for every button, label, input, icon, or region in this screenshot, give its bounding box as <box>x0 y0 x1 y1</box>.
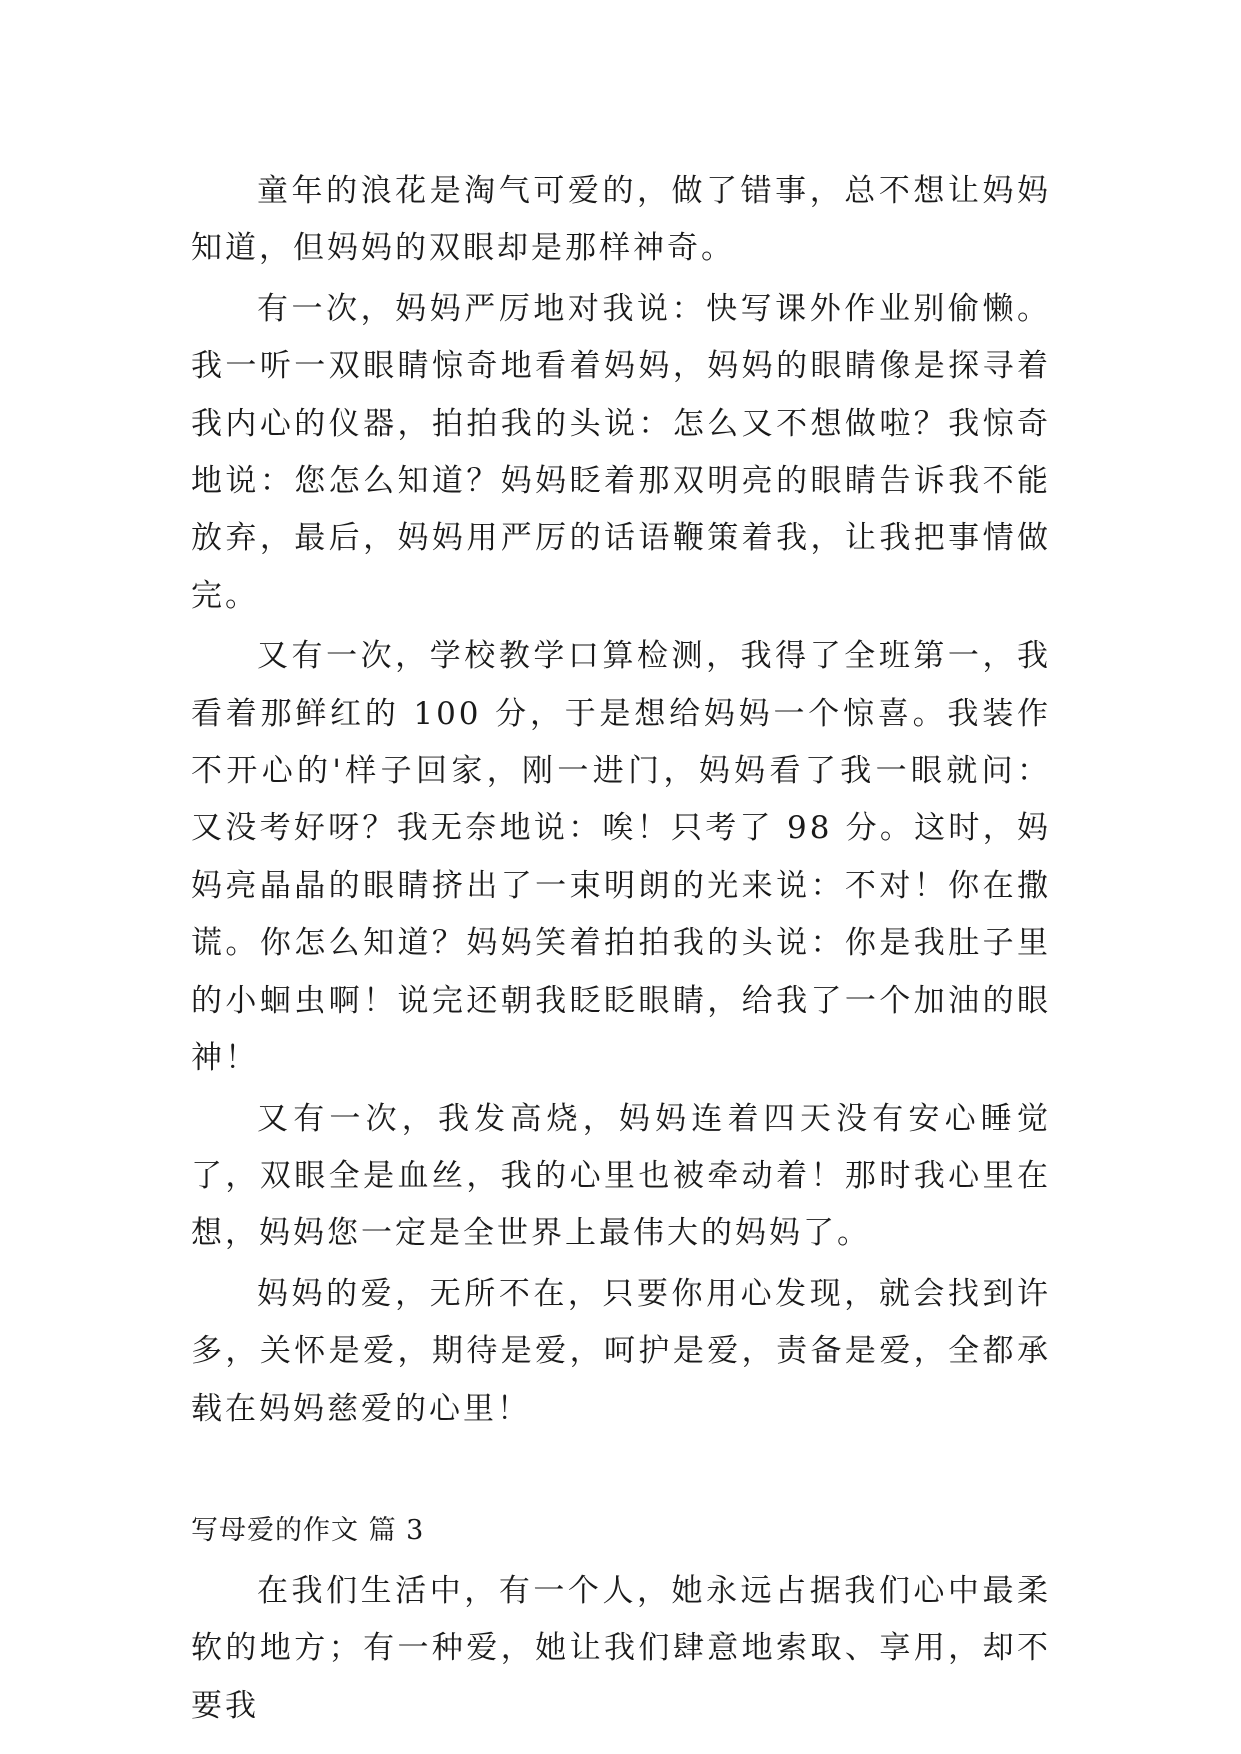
paragraph-section3-intro: 在我们生活中，有一个人，她永远占据我们心中最柔软的地方；有一种爱，她让我们肆意地索取、享用，却不要我 <box>191 1572 1051 1724</box>
document-body <box>191 163 1051 1738</box>
paragraph-childhood: 童年的浪花是淘气可爱的，做了错事，总不想让妈妈知道，但妈妈的双眼却是那样神奇。 <box>191 173 1051 267</box>
paragraph-fever: 又有一次，我发高烧，妈妈连着四天没有安心睡觉了，双眼全是血丝，我的心里也被牵动着！那时我心里在想，妈妈您一定是全世界上最伟大的妈妈了。 <box>191 1100 1051 1252</box>
section-spacer <box>191 1441 1051 1501</box>
paragraph-homework: 有一次，妈妈严厉地对我说：快写课外作业别偷懒。我一听一双眼睛惊奇地看着妈妈，妈妈的眼睛像是探寻着我内心的仪器，拍拍我的头说：怎么又不想做啦？我惊奇地说：您怎么知道？妈妈眨着那双明亮的眼睛告诉我不能放弃，最后，妈妈用严厉的话语鞭策着我，让我把事情做完。 <box>191 290 1051 614</box>
section-heading: 写母爱的作文 篇 3 <box>191 1514 425 1546</box>
paragraph-exam: 又有一次，学校教学口算检测，我得了全班第一，我看着那鲜红的 100 分，于是想给妈妈一个惊喜。我装作不开心的'样子回家，刚一进门，妈妈看了我一眼就问：又没考好呀？我无奈地说：唉！只考了 98 分。这时，妈妈亮晶晶的眼睛挤出了一束明朗的光来说：不对！你在撒谎。你怎么知道？妈妈笑着拍拍我的头说：你是我肚子里的小蛔虫啊！说完还朝我眨眨眼睛，给我了一个加油的眼神！ <box>191 638 1051 1077</box>
paragraph-love: 妈妈的爱，无所不在，只要你用心发现，就会找到许多，关怀是爱，期待是爱，呵护是爱，责备是爱，全都承载在妈妈慈爱的心里！ <box>191 1275 1051 1427</box>
